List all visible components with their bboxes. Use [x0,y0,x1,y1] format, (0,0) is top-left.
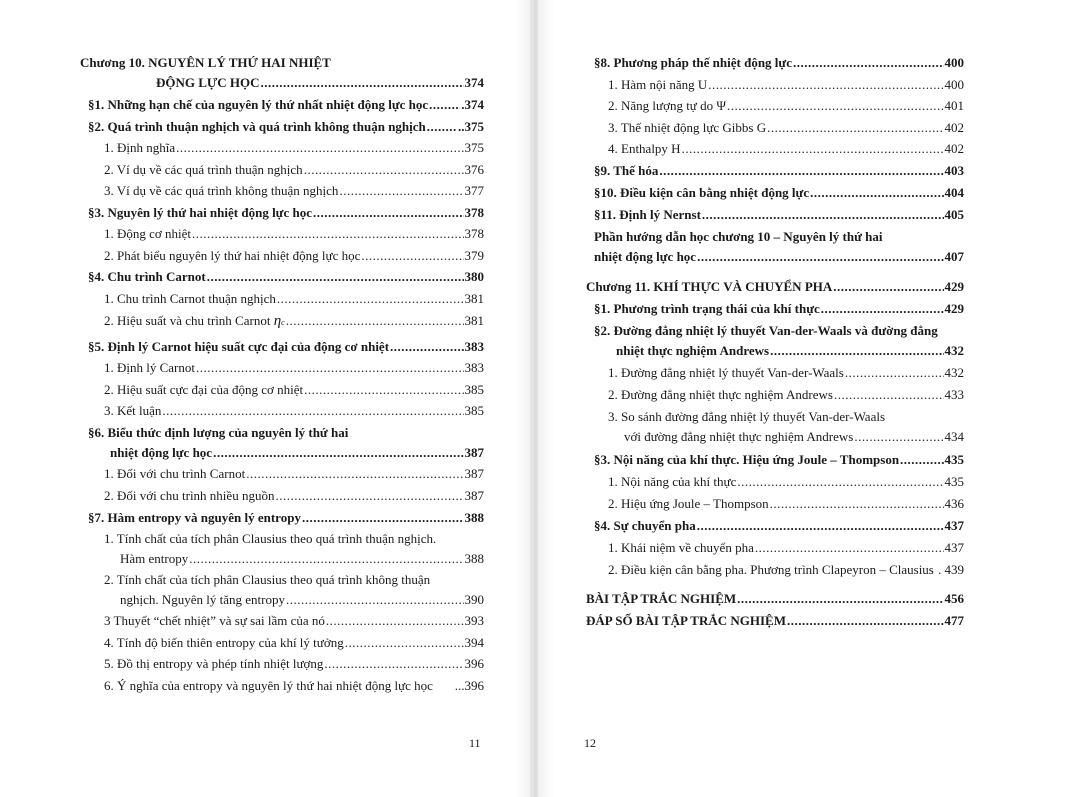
toc-page: 383 [464,339,484,354]
toc-entry-s6-1[interactable] [104,466,484,482]
toc-page: 394 [464,635,484,650]
toc-entry-s5-3[interactable] [104,403,484,419]
toc-page: 434 [944,429,964,444]
toc-entry-s7-6[interactable] [104,678,484,694]
toc-page: 433 [944,387,964,402]
leader-dots [196,360,464,376]
toc-entry-answers[interactable] [586,613,964,629]
toc-page: 378 [464,226,484,241]
toc-page: 432 [944,343,964,358]
toc-title: nhiệt động lực học [594,249,697,264]
toc-entry-s4-2[interactable] [104,313,484,331]
leader-dots [326,613,464,629]
toc-entry-c11-s3[interactable] [594,452,964,468]
toc-entry-s4-1[interactable] [104,291,484,307]
toc-page: . 439 [938,562,964,577]
toc-title: 2. Ví dụ về các quá trình thuận nghịch [104,162,303,177]
toc-title: §1. Những hạn chế của nguyên lý thứ nhất nhiệt động lực học [88,97,429,112]
toc-title: §1. Phương trình trạng thái của khí thực [594,301,820,316]
toc-page: 437 [944,540,964,555]
toc-title: Chương 11. KHÍ THỰC VÀ CHUYỂN PHA [586,279,833,294]
left-page [0,0,530,797]
toc-entry-s6-line1: §6. Biểu thức định lượng của nguyên lý thứ hai [88,425,349,440]
toc-entry-s3[interactable] [88,205,484,221]
toc-page: 381 [464,291,484,306]
toc-title: §9. Thế hóa [594,163,659,178]
leader-dots [900,452,943,468]
toc-title: với đường đẳng nhiệt thực nghiệm Andrews [624,429,854,444]
leader-dots [361,248,463,264]
toc-title: Hàm entropy [120,551,189,566]
eta-subscript: c [281,318,285,327]
toc-page: 402 [944,120,964,135]
toc-entry-s8-4[interactable] [608,141,964,157]
leader-dots [162,403,463,419]
toc-page: 405 [944,207,964,222]
chapter-10-entry[interactable] [156,75,484,91]
leader-dots [261,75,464,91]
toc-title: §7. Hàm entropy và nguyên lý entropy [88,510,301,525]
toc-page: 379 [464,248,484,263]
leader-dots [854,429,943,445]
toc-title: 4. Enthalpy H [608,141,681,156]
toc-title: 1. Động cơ nhiệt [104,226,192,241]
leader-dots [770,496,944,512]
leader-dots [302,510,464,526]
toc-page: 400 [944,55,964,70]
toc-entry-c11-s3-2[interactable] [608,496,964,512]
toc-title: 1. Hàm nội năng U [608,77,708,92]
toc-entry-chapter-11[interactable] [586,279,964,295]
toc-title: §11. Định lý Nernst [594,207,701,222]
toc-entry-c11-s4-2[interactable] [608,562,964,578]
toc-page: 375 [464,140,484,155]
toc-entry-c11-s4-1[interactable] [608,540,964,556]
toc-entry-c11-s2[interactable] [616,343,964,359]
toc-page: 456 [944,591,964,606]
toc-title: §4. Sự chuyển pha [594,518,696,533]
toc-page: 435 [944,474,964,489]
toc-title: 4. Tính độ biến thiên entropy của khí lý tưởng [104,635,344,650]
leader-dots [213,445,463,461]
leader-dots [833,279,943,295]
toc-title: 3. Kết luận [104,403,162,418]
toc-entry-s10[interactable] [594,185,964,201]
toc-entry-s8-2[interactable] [608,98,964,114]
toc-title: ĐÁP SỐ BÀI TẬP TRẮC NGHIỆM [586,613,786,628]
toc-title: §5. Định lý Carnot hiệu suất cực đại của động cơ nhiệt [88,339,390,354]
toc-entry-s3-2[interactable] [104,248,484,264]
toc-entry-c11-s2-2[interactable] [608,387,964,403]
leader-dots [429,97,460,113]
toc-entry-s7[interactable] [88,510,484,526]
toc-entry-s7-1-line1: 1. Tính chất của tích phân Clausius theo quá trình thuận nghịch. [104,531,437,546]
leader-dots [390,339,463,355]
leader-dots [659,163,943,179]
toc-page: 387 [464,488,484,503]
leader-dots [189,551,463,567]
toc-title: §10. Điều kiện cân bằng nhiệt động lực [594,185,810,200]
leader-dots [207,269,464,285]
toc-title: 5. Đồ thị entropy và phép tính nhiệt lượng [104,656,324,671]
toc-title: 2. Điều kiện cân bằng pha. Phương trình Clapeyron – Clausius [608,562,934,577]
leader-dots [702,207,944,223]
leader-dots [324,656,463,672]
toc-page: 388 [464,510,484,525]
toc-title: 1. Định nghĩa [104,140,176,155]
page-number-left: 11 [469,736,481,750]
toc-entry-c11-s2-3-line1: 3. So sánh đường đẳng nhiệt lý thuyết Van-der-Waals [608,409,886,424]
toc-entry-c11-s3-1[interactable] [608,474,964,490]
leader-dots [810,185,943,201]
leader-dots [834,387,944,403]
toc-page: ..375 [458,119,484,134]
toc-entry-s7-5[interactable] [104,656,484,672]
toc-entry-s1[interactable] [88,97,484,113]
toc-page: 381 [464,313,484,328]
toc-title: 1. Khái niệm về chuyển pha [608,540,754,555]
toc-entry-exercises[interactable] [586,591,964,607]
toc-title: §3. Nội năng của khí thực. Hiệu ứng Joule – Thompson [594,452,900,467]
toc-entry-s8[interactable] [594,55,964,71]
leader-dots [737,591,943,607]
toc-title: §2. Quá trình thuận nghịch và quá trình không thuận nghịch [88,119,426,134]
toc-page: 378 [464,205,484,220]
toc-title: §4. Chu trình Carnot [88,269,206,284]
toc-entry-s7-3[interactable] [104,613,484,629]
toc-title: 2. Đường đẳng nhiệt thực nghiệm Andrews [608,387,833,402]
toc-title: 1. Đối với chu trình Carnot [104,466,246,481]
toc-title: ĐỘNG LỰC HỌC [156,75,260,90]
toc-entry-s2-1[interactable] [104,140,484,156]
leader-dots [286,592,464,608]
toc-entry-c11-s2-1[interactable] [608,365,964,381]
book-gutter [515,0,555,797]
toc-entry-s7-4[interactable] [104,635,484,651]
leader-dots [697,249,943,265]
toc-entry-s7-2-line1: 2. Tính chất của tích phân Clausius theo quá trình không thuận [104,572,431,587]
leader-dots [787,613,944,629]
toc-page: ...396 [454,678,484,693]
leader-dots [682,141,944,157]
toc-entry-s6-2[interactable] [104,488,484,504]
leader-dots [275,488,463,504]
leader-dots [192,226,463,242]
toc-entry-c11-s1[interactable] [594,301,964,317]
toc-page: 385 [464,403,484,418]
toc-page: 388 [464,551,484,566]
toc-title: 2. Phát biểu nguyên lý thứ hai nhiệt động lực học [104,248,361,263]
leader-dots [727,98,944,114]
toc-entry-s7-1[interactable] [120,551,484,567]
toc-page: 402 [944,141,964,156]
toc-entry-s2-3[interactable] [104,183,484,199]
toc-page: 376 [464,162,484,177]
toc-page: 385 [464,382,484,397]
eta-symbol: η [273,313,282,329]
toc-page: 477 [944,613,964,628]
toc-page: 429 [944,301,964,316]
toc-entry-guide-line1: Phần hướng dẫn học chương 10 – Nguyên lý thứ hai [594,229,883,244]
toc-page: 401 [944,98,964,113]
leader-dots [767,120,943,136]
toc-entry-s2[interactable] [88,119,484,135]
chapter-10-title: Chương 10. NGUYÊN LÝ THỨ HAI NHIỆT [80,55,331,70]
leader-dots [821,301,944,317]
toc-entry-c11-s4[interactable] [594,518,964,534]
toc-title: nhiệt thực nghiệm Andrews [616,343,770,358]
toc-page: 390 [464,592,484,607]
leader-dots [755,540,944,556]
toc-page: 374 [464,75,484,90]
toc-page: 383 [464,360,484,375]
toc-entry-s9[interactable] [594,163,964,179]
toc-title: 1. Định lý Carnot [104,360,195,375]
toc-title: §8. Phương pháp thế nhiệt động lực [594,55,792,70]
toc-page: 400 [944,77,964,92]
toc-entry-s5[interactable] [88,339,484,355]
page-number-right: 12 [584,736,596,750]
leader-dots [304,162,464,178]
toc-entry-s6[interactable] [110,445,484,461]
toc-entry-guide[interactable] [594,249,964,265]
toc-entry-s5-1[interactable] [104,360,484,376]
leader-dots [286,313,464,329]
leader-dots [277,291,464,307]
leader-dots [304,382,463,398]
toc-page: 396 [464,656,484,671]
toc-entry-s8-1[interactable] [608,77,964,93]
toc-title: 6. Ý nghĩa của entropy và nguyên lý thứ hai nhiệt động lực học [104,678,433,693]
leader-dots [737,474,943,490]
leader-dots [176,140,463,156]
toc-entry-s8-3[interactable] [608,120,964,136]
toc-title: 3 Thuyết “chết nhiệt” và sự sai lầm của nó [104,613,325,628]
toc-title: BÀI TẬP TRẮC NGHIỆM [586,591,737,606]
toc-entry-s11[interactable] [594,207,964,223]
toc-entry-c11-s2-3[interactable] [624,429,964,445]
toc-page: 429 [944,279,964,294]
toc-page: 377 [464,183,484,198]
toc-title: 2. Hiệu suất và chu trình Carnot [104,313,271,328]
toc-page: 436 [944,496,964,511]
leader-dots [339,183,463,199]
toc-title: 2. Hiệu suất cực đại của động cơ nhiệt [104,382,304,397]
leader-dots [246,466,463,482]
leader-dots [845,365,944,381]
toc-entry-s4[interactable] [88,269,484,285]
toc-entry-s3-1[interactable] [104,226,484,242]
toc-title: 1. Đường đẳng nhiệt lý thuyết Van-der-Waals [608,365,844,380]
toc-page: 393 [464,613,484,628]
leader-dots [770,343,943,359]
toc-page: 432 [944,365,964,380]
leader-dots [427,119,457,135]
toc-page: 437 [944,518,964,533]
leader-dots [345,635,464,651]
toc-page: 403 [944,163,964,178]
toc-title: 3. Ví dụ về các quá trình không thuận nghịch [104,183,339,198]
toc-page: 407 [944,249,964,264]
toc-page: 387 [464,466,484,481]
leader-dots [697,518,944,534]
toc-page: 435 [944,452,964,467]
toc-page: 380 [464,269,484,284]
toc-title: §3. Nguyên lý thứ hai nhiệt động lực học [88,205,312,220]
toc-title: 2. Đối với chu trình nhiều nguồn [104,488,275,503]
toc-title: nhiệt động lực học [110,445,213,460]
leader-dots [708,77,943,93]
leader-dots [793,55,944,71]
toc-title: 2. Hiệu ứng Joule – Thompson [608,496,769,511]
toc-title: 1. Nội năng của khí thực [608,474,737,489]
leader-dots [313,205,464,221]
toc-page: .374 [461,97,484,112]
toc-title: nghịch. Nguyên lý tăng entropy [120,592,285,607]
toc-title: 1. Chu trình Carnot thuận nghịch [104,291,276,306]
toc-entry-c11-s2-line1: §2. Đường đẳng nhiệt lý thuyết Van-der-Waals và đường đẳng [594,323,938,338]
toc-entry-s2-2[interactable] [104,162,484,178]
toc-title: 2. Năng lượng tự do Ψ [608,98,726,113]
toc-entry-s5-2[interactable] [104,382,484,398]
right-page [538,0,1070,797]
toc-page: 387 [464,445,484,460]
toc-title: 3. Thế nhiệt động lực Gibbs G [608,120,767,135]
toc-page: 404 [944,185,964,200]
toc-entry-s7-2[interactable] [120,592,484,608]
